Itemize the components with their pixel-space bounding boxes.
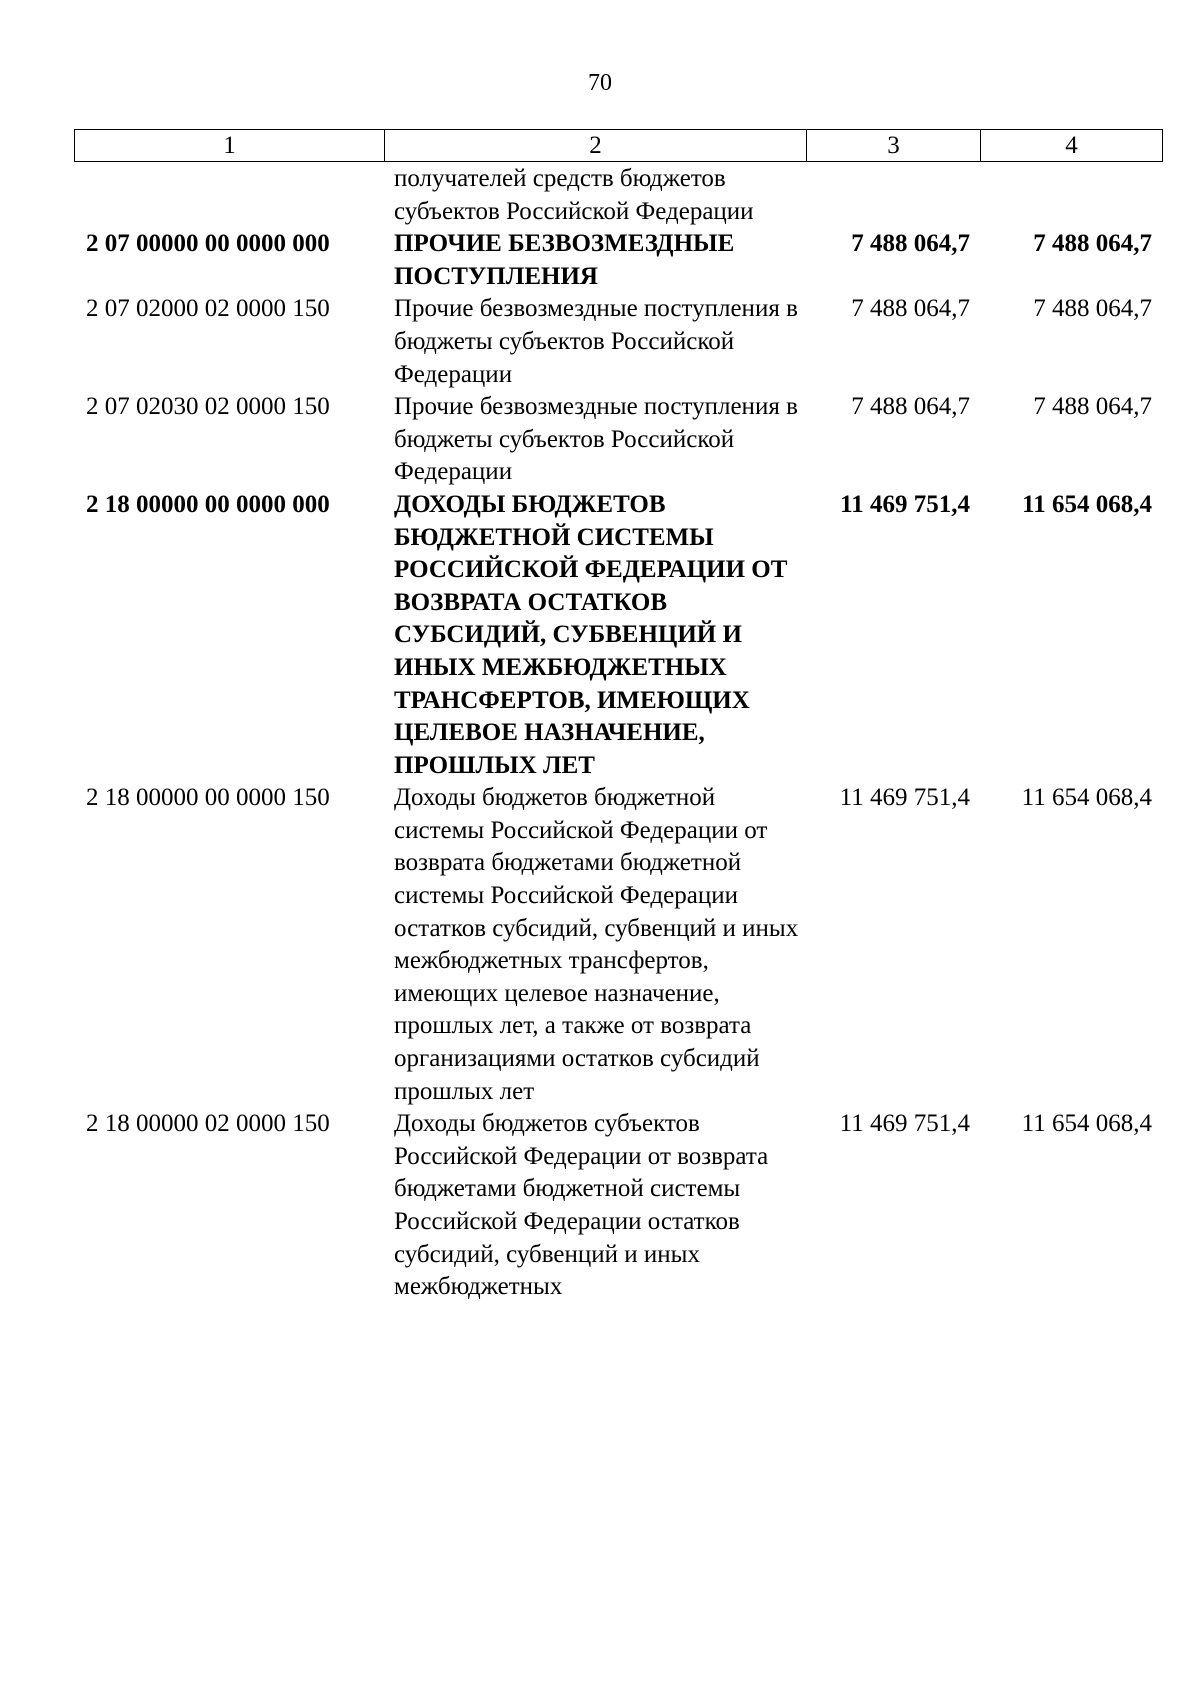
row-code: 2 18 00000 00 0000 150 [86,784,330,812]
row-name: ПРОЧИЕ БЕЗВОЗМЕЗДНЫЕ ПОСТУПЛЕНИЯ [394,230,735,290]
column-header-3: 3 [807,130,981,162]
table-row [74,1108,1162,1304]
row-name: Прочие безвозмездные поступления в бюджеты субъектов Российской Федерации [394,393,798,486]
row-amount-col3: 7 488 064,7 [851,393,970,421]
column-header-1: 1 [75,130,385,162]
row-amount-col4: 7 488 064,7 [1033,295,1152,323]
row-amount-col4: 7 488 064,7 [1033,393,1152,421]
table-row [74,163,1162,228]
row-name: Прочие безвозмездные поступления в бюджеты субъектов Российской Федерации [394,295,798,388]
column-header-row [75,130,1163,162]
row-amount-col4: 7 488 064,7 [1033,230,1152,258]
row-code: 2 07 00000 00 0000 000 [86,230,330,258]
row-code: 2 18 00000 02 0000 150 [86,1110,330,1138]
row-code: 2 07 02000 02 0000 150 [86,295,330,323]
table-row [74,391,1162,489]
column-header-table [74,129,1163,162]
row-name: Доходы бюджетов субъектов Российской Федерации от возврата бюджетами бюджетной системы Российской Федерации остатков субсидий, субвенций и иных межбюджетных [394,1110,769,1301]
row-amount-col3: 11 469 751,4 [839,1110,970,1138]
row-code: 2 18 00000 00 0000 000 [86,490,330,518]
row-amount-col4: 11 654 068,4 [1021,784,1152,812]
row-amount-col3: 11 469 751,4 [840,490,970,518]
row-amount-col3: 7 488 064,7 [851,295,970,323]
row-amount-col4: 11 654 068,4 [1022,490,1152,518]
row-amount-col4 [980,163,1162,228]
column-header-4: 4 [981,130,1163,162]
table-row [74,782,1162,1108]
row-amount-col3 [806,163,980,228]
row-amount-col3: 7 488 064,7 [851,230,970,258]
column-header-2: 2 [385,130,807,162]
row-name: ДОХОДЫ БЮДЖЕТОВ БЮДЖЕТНОЙ СИСТЕМЫ РОССИЙСКОЙ ФЕДЕРАЦИИ ОТ ВОЗВРАТА ОСТАТКОВ СУБСИДИЙ, СУБВЕНЦИЙ И ИНЫХ МЕЖБЮДЖЕТНЫХ ТРАНСФЕРТОВ, ИМЕЮЩИХ ЦЕЛЕВОЕ НАЗНАЧЕНИЕ, ПРОШЛЫХ ЛЕТ [394,490,788,779]
row-code: 2 07 02030 02 0000 150 [86,393,330,421]
row-amount-col3: 11 469 751,4 [839,784,970,812]
row-name: Доходы бюджетов бюджетной системы Российской Федерации от возврата бюджетами бюджетной системы Российской Федерации остатков субсидий, субвенций и иных межбюджетных трансфертов, имеющих целевое назначение, прошлых лет, а также от возврата организациями остатков субсидий прошлых лет [394,784,799,1105]
row-name: получателей средств бюджетов субъектов Российской Федерации [394,165,754,225]
row-amount-col4: 11 654 068,4 [1021,1110,1152,1138]
table-row [74,228,1162,293]
table-row [74,489,1162,782]
table-row [74,293,1162,391]
budget-table-body [74,163,1162,1304]
page-number: 70 [588,70,612,96]
row-code [74,163,384,228]
